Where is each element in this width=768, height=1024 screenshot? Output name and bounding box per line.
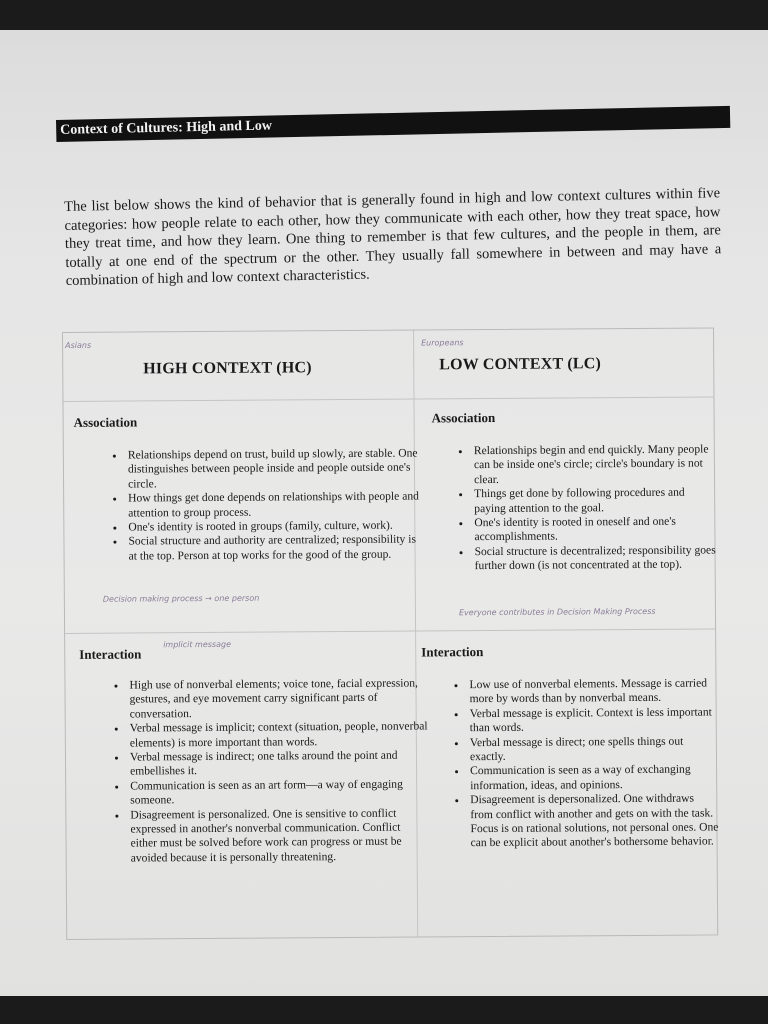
row-divider — [65, 628, 715, 634]
intro-paragraph: The list below shows the kind of behavior that is generally found in high and low context cultures within five categories: how people relate to each other, how they communicate with each other, how they treat space, how they treat time, and how they learn. One thing to remember is that few cultures, and the people in them, are totally at one end of the spectrum or the other. They usually fall somewhere in between and may have a combination of high and low context characteristics. — [64, 185, 722, 290]
high-interaction-list — [107, 676, 428, 866]
list-item: • Verbal message is direct; one spells things out exactly. — [468, 734, 718, 765]
list-item: • One's identity is rooted in oneself and one's accomplishments. — [472, 514, 716, 545]
low-context-heading: LOW CONTEXT (LC) — [439, 355, 602, 374]
list-item: • High use of nonverbal elements; voice tone, facial expression, gestures, and eye movement carry significant parts of conversation. — [127, 676, 427, 721]
handwritten-note-decision-lc: Everyone contributes in Decision Making Process — [458, 606, 656, 618]
high-association-heading: Association — [73, 414, 138, 430]
list-item: • Things get done by following procedures and paying attention to the goal. — [472, 486, 716, 517]
list-item: • Relationships begin and end quickly. Many people can be inside one's circle; circle's boundary is not clear. — [472, 442, 716, 487]
high-interaction-heading: Interaction — [79, 646, 142, 662]
handwritten-note-europeans: Europeans — [421, 338, 464, 348]
list-item: • Low use of nonverbal elements. Message is carried more by words than by nonverbal means. — [467, 676, 717, 707]
handwritten-note-asians: Asians — [65, 340, 92, 350]
list-item: • Relationships depend on trust, build up slowly, are stable. One distinguishes between people inside and people outside one's circle. — [126, 446, 426, 491]
high-context-heading: HIGH CONTEXT (HC) — [143, 359, 312, 378]
handwritten-note-implicit: implicit message — [163, 639, 232, 650]
list-item: • Verbal message is indirect; one talks around the point and embellishes it. — [128, 748, 428, 779]
list-item: • Verbal message is explicit. Context is less important than words. — [468, 705, 718, 736]
document-title: Context of Cultures: High and Low — [56, 106, 730, 142]
low-interaction-list — [447, 676, 718, 851]
list-item: • How things get done depends on relationships with people and attention to group process. — [126, 490, 426, 521]
list-item: • Disagreement is depersonalized. One withdraws from conflict with another and gets on with the task. Focus is on rational solutions, not personal ones. One can be explicit about another's bothersome behavior. — [468, 792, 718, 851]
handwritten-note-decision-hc: Decision making process → one person — [102, 593, 260, 604]
list-item: • Social structure is decentralized; responsibility goes further down (is not concentrated at the top). — [472, 543, 716, 574]
list-item: • Social structure and authority are centralized; responsibility is at the top. Person at top works for the good of the group. — [126, 533, 426, 564]
row-divider — [63, 396, 713, 402]
high-association-list — [106, 446, 427, 563]
list-item: • Disagreement is personalized. One is sensitive to conflict expressed in another's nonverbal communication. Conflict either must be solved before work can progress or must be avoided because it is personally threatening. — [128, 806, 428, 866]
list-item: • Verbal message is implicit; context (situation, people, nonverbal elements) is more important than words. — [128, 720, 428, 751]
list-item: • Communication is seen as an art form—a way of engaging someone. — [128, 777, 428, 808]
list-item: • Communication is seen as a way of exchanging information, ideas, and opinions. — [468, 763, 718, 794]
low-association-heading: Association — [431, 409, 496, 426]
low-interaction-heading: Interaction — [421, 644, 484, 660]
low-association-list — [452, 442, 717, 573]
comparison-table — [62, 327, 718, 940]
list-item: • One's identity is rooted in groups (family, culture, work). — [126, 518, 426, 535]
